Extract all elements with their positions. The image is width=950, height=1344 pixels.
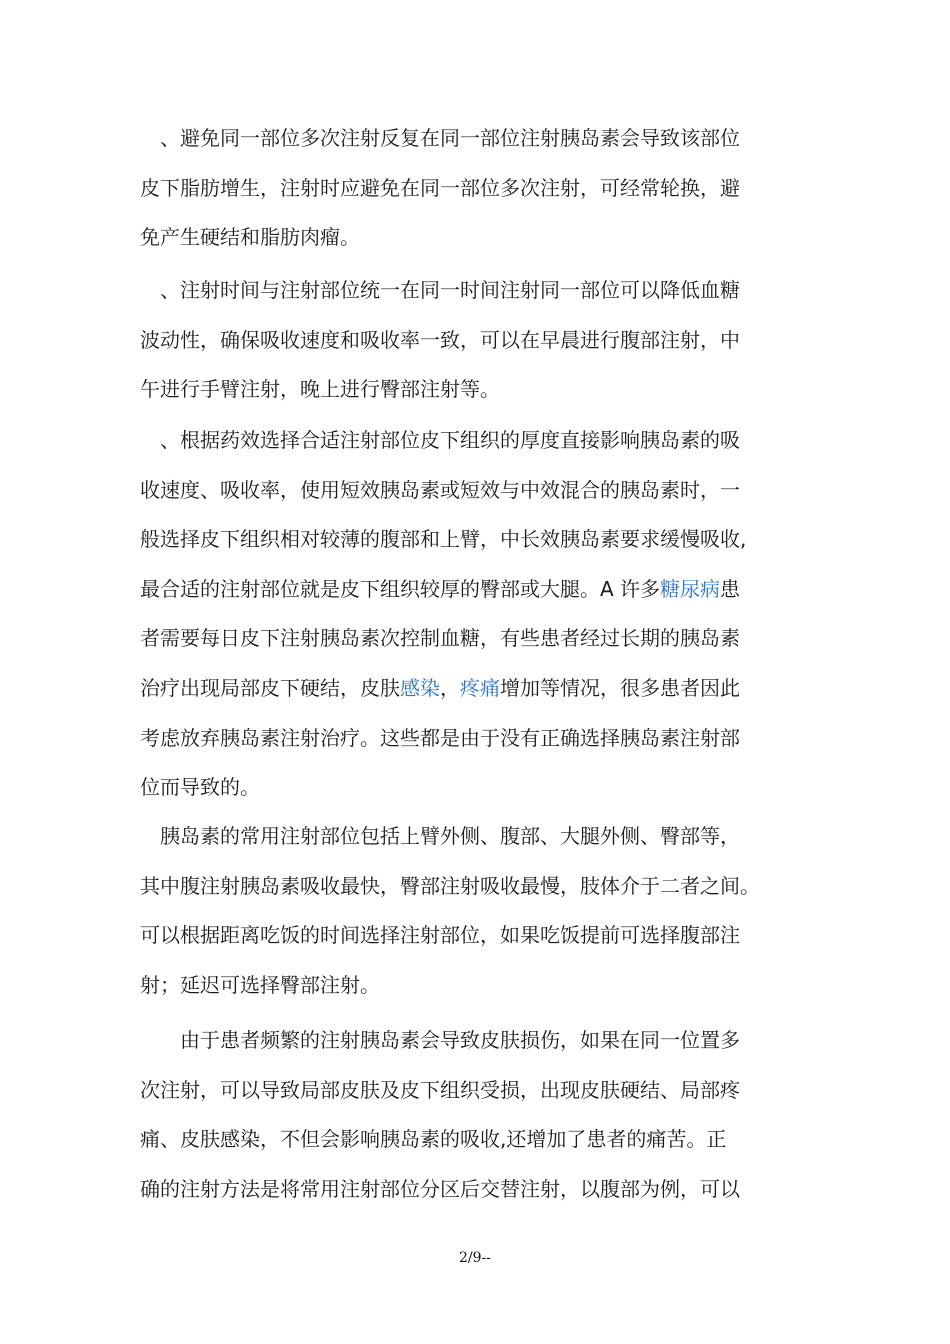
text-segment: 增加等情况，很多患者因此	[500, 675, 740, 700]
text-line	[140, 565, 812, 615]
text-line: 其中腹注射胰岛素吸收最快，臀部注射吸收最慢，肢体介于二者之间。	[140, 873, 760, 898]
text-line: 、注射时间与注射部位统一在同一时间注射同一部位可以降低血糖	[140, 278, 740, 302]
text-line: 确的注射方法是将常用注射部位分区后交替注射，以腹部为例，可以	[140, 1176, 740, 1201]
text-line: 般选择皮下组织相对较薄的腹部和上臂，中长效胰岛素要求缓慢吸收,	[140, 527, 747, 552]
page-number: 2/9--	[459, 1250, 491, 1266]
text-line: 痛、皮肤感染，不但会影响胰岛素的吸收,还增加了患者的痛苦。正	[140, 1127, 727, 1152]
text-line: 胰岛素的常用注射部位包括上臂外侧、腹部、大腿外侧、臀部等，	[140, 824, 740, 848]
link-pain[interactable]: 疼痛	[460, 675, 500, 700]
paragraph-rotation-method	[140, 1016, 812, 1214]
text-segment: 治疗出现局部皮下硬结，皮肤	[140, 675, 400, 700]
paragraph-choose-by-efficacy	[140, 416, 812, 813]
paragraph-time-and-site	[140, 266, 812, 415]
text-line: 皮下脂肪增生，注射时应避免在同一部位多次注射，可经常轮换，避	[140, 175, 740, 200]
link-diabetes[interactable]: 糖尿病	[660, 576, 721, 601]
text-segment: 患	[720, 576, 741, 601]
link-infection[interactable]: 感染	[400, 675, 440, 700]
text-line	[140, 664, 812, 714]
text-line: 者需要每日皮下注射胰岛素次控制血糖，有些患者经过长期的胰岛素	[140, 626, 740, 651]
text-line: 免产生硬结和脂肪肉瘤。	[140, 225, 360, 250]
text-line: 射；延迟可选择臀部注射。	[140, 972, 380, 997]
text-line: 位而导致的。	[140, 775, 260, 800]
text-line: 波动性，确保吸收速度和吸收率一致，可以在早晨进行腹部注射，中	[140, 327, 740, 352]
text-line: 、根据药效选择合适注射部位皮下组织的厚度直接影响胰岛素的吸	[140, 428, 740, 452]
text-segment: ，	[440, 675, 460, 700]
text-line: 午进行手臂注射，晚上进行臀部注射等。	[140, 377, 500, 402]
text-line: 可以根据距离吃饭的时间选择注射部位，如果吃饭提前可选择腹部注	[140, 923, 740, 948]
text-line: 次注射，可以导致局部皮肤及皮下组织受损，出现皮肤硬结、局部疼	[140, 1077, 740, 1102]
text-line: 由于患者频繁的注射胰岛素会导致皮肤损伤，如果在同一位置多	[140, 1028, 740, 1052]
text-line: 考虑放弃胰岛素注射治疗。这些都是由于没有正确选择胰岛素注射部	[140, 725, 740, 750]
text-line: 、避免同一部位多次注射反复在同一部位注射胰岛素会导致该部位	[140, 126, 740, 150]
text-segment: 最合适的注射部位就是皮下组织较厚的臀部或大腿。A 许多	[140, 576, 661, 601]
text-line: 收速度、吸收率，使用短效胰岛素或短效与中效混合的胰岛素时，一	[140, 477, 740, 502]
paragraph-avoid-same-site	[140, 114, 812, 263]
paragraph-common-sites	[140, 812, 812, 1010]
